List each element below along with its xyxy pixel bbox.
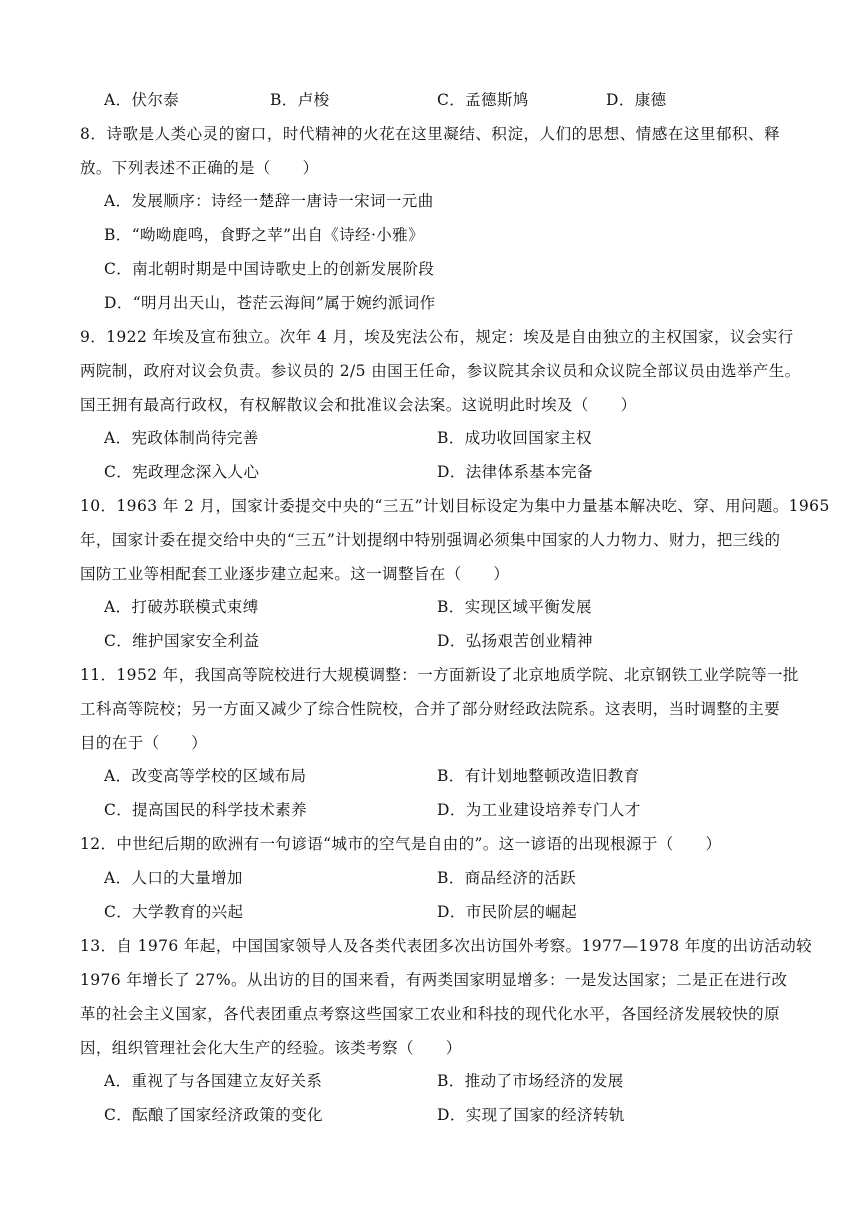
q13-stem-line-3: 革的社会主义国家，各代表团重点考察这些国家工农业和科技的现代化水平，各国经济发展较快的原 (80, 1005, 780, 1023)
q12-option-d: D．市民阶层的崛起 (437, 903, 578, 921)
q10-option-b: B．实现区域平衡发展 (437, 598, 592, 616)
q11-stem-line-3: 目的在于（ ） (80, 734, 208, 752)
q7-option-a: A．伏尔泰 (104, 91, 180, 109)
q12-option-b: B．商品经济的活跃 (437, 869, 576, 887)
q13-stem-line-2: 1976 年增长了 27%。从出访的目的国来看，有两类国家明显增多：一是发达国家；二是正在进行改 (80, 971, 788, 989)
q13-option-c: C．酝酿了国家经济政策的变化 (104, 1106, 323, 1124)
q12-option-a: A．人口的大量增加 (104, 869, 243, 887)
q10-option-d: D．弘扬艰苦创业精神 (437, 632, 593, 650)
q10-stem-line-2: 年，国家计委在提交给中央的“三五”计划提纲中特别强调必须集中国家的人力物力、财力，把三线的 (80, 531, 781, 549)
q11-option-c: C．提高国民的科学技术素养 (104, 801, 308, 819)
q13-stem-line-4: 因，组织管理社会化大生产的经验。该类考察（ ） (80, 1039, 462, 1057)
q8-option-a: A．发展顺序：诗经一楚辞一唐诗一宋词一元曲 (104, 192, 434, 210)
q9-option-a: A．宪政体制尚待完善 (104, 429, 259, 447)
q8-stem-line-2: 放。下列表述不正确的是（ ） (80, 159, 319, 177)
q13-option-d: D．实现了国家的经济转轨 (437, 1106, 625, 1124)
q9-stem-line-3: 国王拥有最高行政权，有权解散议会和批准议会法案。这说明此时埃及（ ） (80, 396, 637, 414)
q9-option-c: C．宪政理念深入人心 (104, 463, 260, 481)
q10-option-c: C．维护国家安全利益 (104, 632, 260, 650)
q9-stem-line-2: 两院制，政府对议会负责。参议员的 2/5 由国王任命，参议院其余议员和众议院全部议员由选举产生。 (80, 362, 801, 380)
q9-option-b: B．成功收回国家主权 (437, 429, 592, 447)
q9-stem-line-1: 9．1922 年埃及宣布独立。次年 4 月，埃及宪法公布，规定：埃及是自由独立的主权国家，议会实行 (80, 328, 794, 346)
q8-option-b: B．“呦呦鹿鸣，食野之苹”出自《诗经·小雅》 (104, 226, 424, 244)
q11-option-a: A．改变高等学校的区域布局 (104, 767, 307, 785)
q12-option-c: C．大学教育的兴起 (104, 903, 244, 921)
q11-option-d: D．为工业建设培养专门人才 (437, 801, 641, 819)
q13-option-b: B．推动了市场经济的发展 (437, 1072, 624, 1090)
q8-option-c: C．南北朝时期是中国诗歌史上的创新发展阶段 (104, 260, 435, 278)
q12-stem-line-1: 12．中世纪后期的欧洲有一句谚语“城市的空气是自由的”。这一谚语的出现根源于（ ） (80, 835, 722, 853)
q10-option-a: A．打破苏联模式束缚 (104, 598, 259, 616)
q10-stem-line-1: 10．1963 年 2 月，国家计委提交中央的“三五”计划目标设定为集中力量基本解决吃、穿、用问题。1965 (80, 497, 830, 515)
q11-option-b: B．有计划地整顿改造旧教育 (437, 767, 640, 785)
q7-option-b: B．卢梭 (270, 91, 330, 109)
q8-option-d: D．“明月出天山，苍茫云海间”属于婉约派词作 (104, 294, 436, 312)
q11-stem-line-2: 工科高等院校；另一方面又减少了综合性院校，合并了部分财经政法院系。这表明，当时调整的主要 (80, 700, 780, 718)
q9-option-d: D．法律体系基本完备 (437, 463, 593, 481)
q13-stem-line-1: 13．自 1976 年起，中国国家领导人及各类代表团多次出访国外考察。1977—1978 年度的出访活动较 (80, 937, 813, 955)
q7-option-d: D．康德 (606, 91, 667, 109)
q7-option-c: C．孟德斯鸠 (437, 91, 529, 109)
q11-stem-line-1: 11．1952 年，我国高等院校进行大规模调整：一方面新设了北京地质学院、北京钢铁工业学院等一批 (80, 666, 799, 684)
q13-option-a: A．重视了与各国建立友好关系 (104, 1072, 323, 1090)
q10-stem-line-3: 国防工业等相配套工业逐步建立起来。这一调整旨在（ ） (80, 565, 510, 583)
q8-stem-line-1: 8．诗歌是人类心灵的窗口，时代精神的火花在这里凝结、积淀，人们的思想、情感在这里郁积、释 (80, 125, 780, 143)
